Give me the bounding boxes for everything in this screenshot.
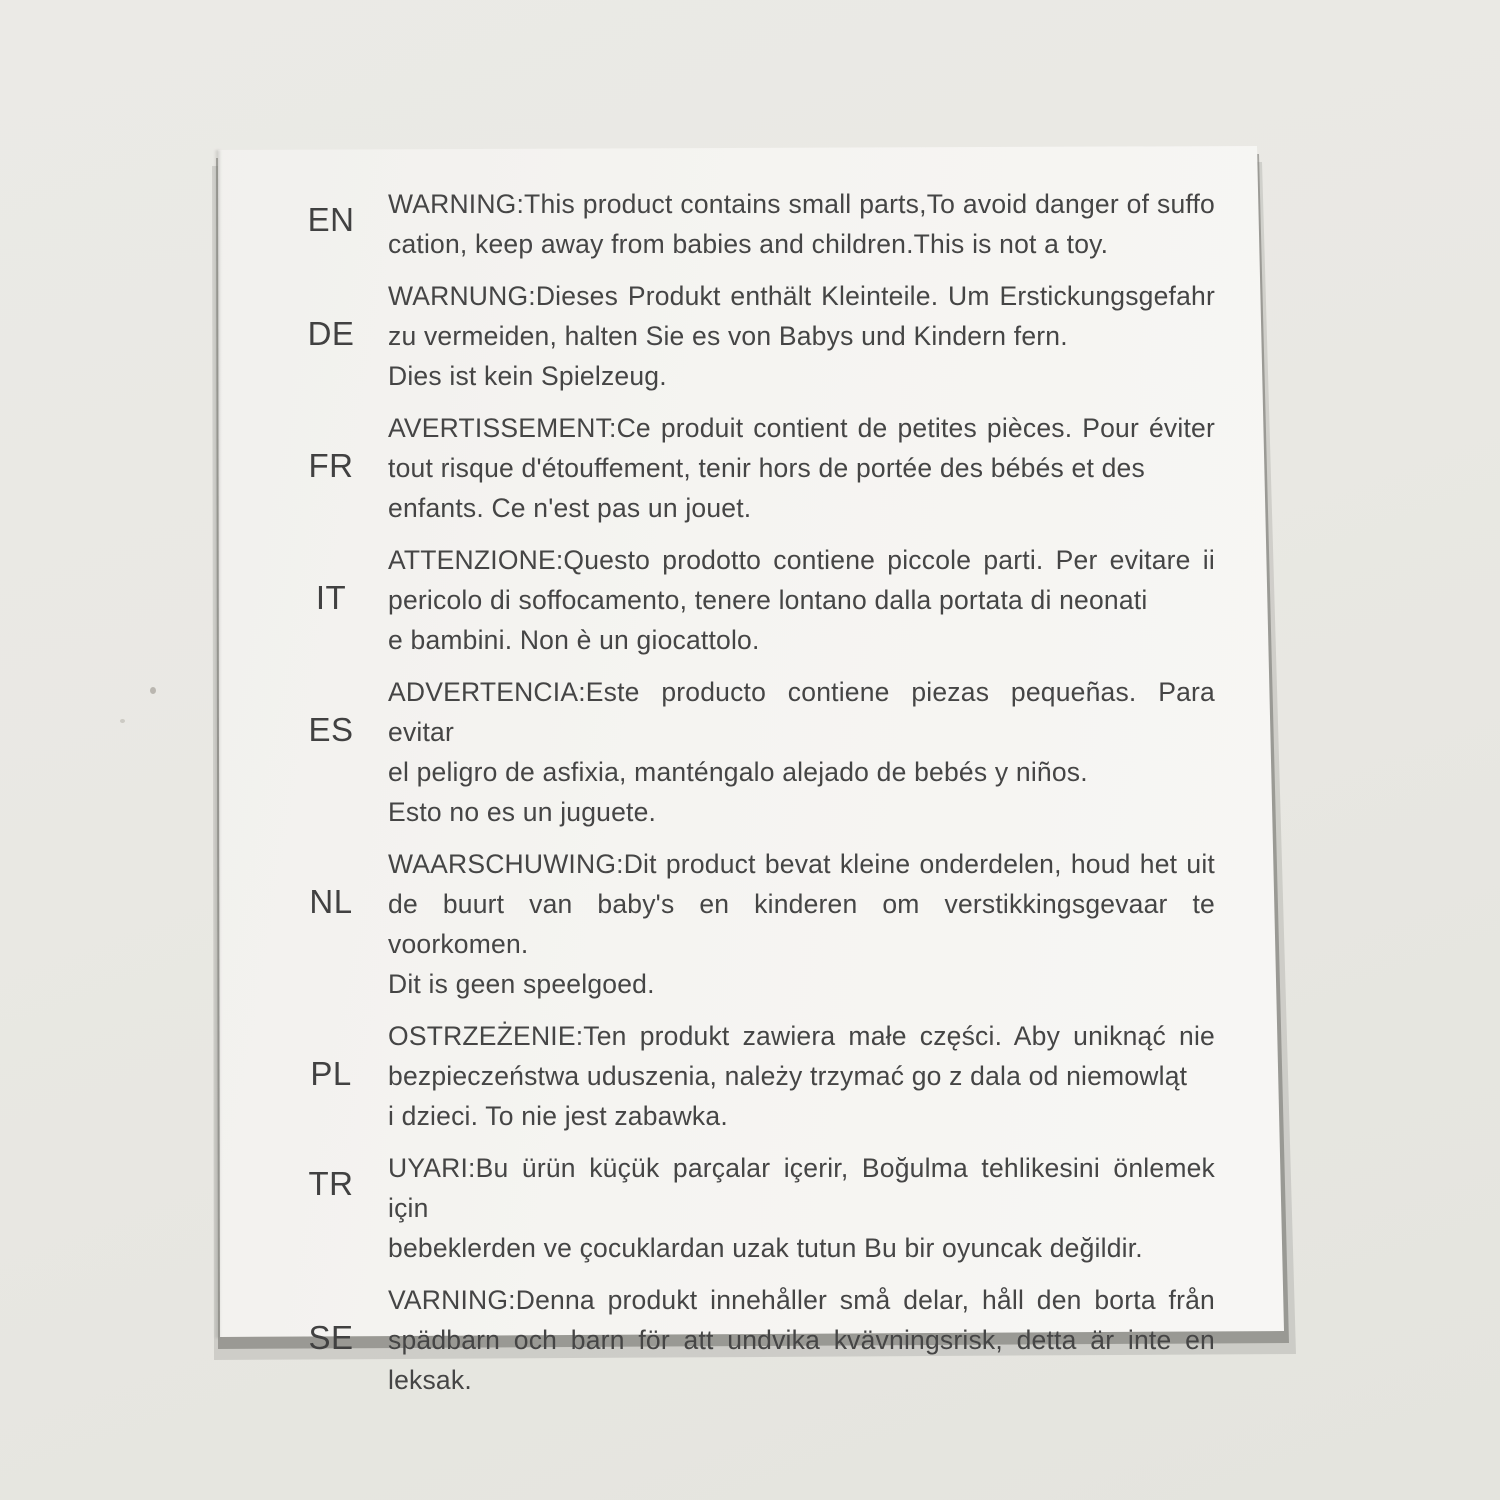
warning-line: Dit is geen speelgoed. [388,969,655,999]
warning-line: el peligro de asfixia, manténgalo alejado de bebés y niños. [388,757,1088,787]
warning-text-fr [388,408,1215,528]
language-code-pl: PL [310,1055,352,1092]
warning-section-tr [218,1148,1215,1268]
warning-line: ADVERTENCIA:Este producto contiene piezas pequeñas. Para evitar [388,677,1215,747]
warning-label-content [218,146,1215,1412]
warning-line: UYARI:Bu ürün küçük parçalar içerir, Boğulma tehlikesini önlemek için [388,1153,1215,1223]
warning-line: WARNUNG:Dieses Produkt enthält Kleinteile. Um Erstickungsgefahr [388,281,1215,311]
warning-section-pl [218,1016,1215,1136]
language-code-fr: FR [308,447,354,484]
language-code-en: EN [307,201,355,238]
background-speck [120,719,125,723]
warning-line: ATTENZIONE:Questo prodotto contiene piccole parti. Per evitare ii [388,545,1215,575]
warning-text-tr [388,1148,1215,1268]
warning-text-se [388,1280,1215,1400]
warning-line: i dzieci. To nie jest zabawka. [388,1101,728,1131]
warning-line: cation, keep away from babies and children.This is not a toy. [388,229,1109,259]
language-code-de: DE [307,315,355,352]
warning-line: WARNING:This product contains small parts,To avoid danger of suffo [388,189,1215,219]
language-code-nl: NL [309,883,353,920]
warning-text-it [388,540,1215,660]
language-code-es: ES [308,711,354,748]
warning-section-nl [218,844,1215,1004]
warning-line: WAARSCHUWING:Dit product bevat kleine onderdelen, houd het uit [388,849,1215,879]
warning-section-en [218,184,1215,264]
warning-line: AVERTISSEMENT:Ce produit contient de petites pièces. Pour éviter [388,413,1215,443]
warning-section-de [218,276,1215,396]
warning-line: Dies ist kein Spielzeug. [388,361,667,391]
warning-line: zu vermeiden, halten Sie es von Babys und Kindern fern. [388,321,1068,351]
warning-section-se [218,1280,1215,1400]
language-code-se: SE [308,1319,354,1356]
warning-line: bebeklerden ve çocuklardan uzak tutun Bu bir oyuncak değildir. [388,1233,1143,1263]
warning-line: leksak. [388,1365,472,1395]
warning-section-fr [218,408,1215,528]
warning-text-es [388,672,1215,832]
language-code-it: IT [315,579,347,616]
warning-text-pl [388,1016,1215,1136]
background-speck [150,687,156,694]
warning-line: Esto no es un juguete. [388,797,657,827]
warning-line: bezpieczeństwa uduszenia, należy trzymać go z dala od niemowląt [388,1061,1188,1091]
warning-section-it [218,540,1215,660]
warning-text-de [388,276,1215,396]
warning-line: OSTRZEŻENIE:Ten produkt zawiera małe części. Aby uniknąć nie [388,1021,1215,1051]
language-code-tr: TR [308,1165,354,1202]
warning-line: VARNING:Denna produkt innehåller små delar, håll den borta från [388,1285,1215,1315]
warning-section-es [218,672,1215,832]
warning-line: pericolo di soffocamento, tenere lontano dalla portata di neonati [388,585,1148,615]
warning-line: spädbarn och barn för att undvika kvävningsrisk, detta är inte en [388,1325,1215,1355]
warning-line: enfants. Ce n'est pas un jouet. [388,493,752,523]
warning-line: tout risque d'étouffement, tenir hors de portée des bébés et des [388,453,1145,483]
warning-text-en [388,184,1215,264]
warning-line: e bambini. Non è un giocattolo. [388,625,760,655]
warning-line: de buurt van baby's en kinderen om verstikkingsgevaar te voorkomen. [388,889,1215,959]
warning-text-nl [388,844,1215,1004]
